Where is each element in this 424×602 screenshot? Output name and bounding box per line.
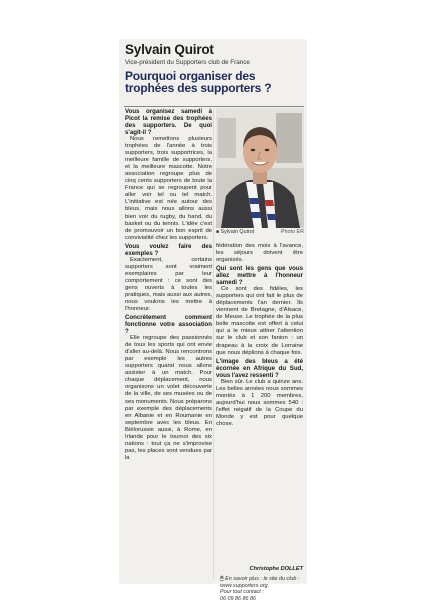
portrait-photo xyxy=(216,108,304,228)
caption-name: Sylvain Quirot xyxy=(220,229,255,235)
article-column-left xyxy=(125,107,212,462)
interview-question: Vous organisez samedi à Picot la remise des trophées des supporters. De quoi s'agit-il ? xyxy=(125,108,212,136)
article-column-right xyxy=(216,243,303,428)
column-gutter xyxy=(213,108,214,578)
interview-answer: Bien sûr. Le club a quinze ans. Les belles années nous sommes montés à 1 200 membres, aujourd'hui nous sommes 540 : l'effet négatif de la Coupe du Monde y est pour quelque chose. xyxy=(216,378,303,427)
interview-answer: Ce sont des fidèles, les supporters qui ont fait le plus de déplacements l'an dernier. Ils viennent de Bretagne, d'Alsace, de Meuse. Le trophée de la plus belle mascotte est offert à celui qui a le mieux attirer l'attention sur le club et son fanion : un drapeau à la croix de Lorraine que nous déplions à chaque fois. xyxy=(216,286,303,356)
interview-question: Qui sont les gens que vous allez mettre à l'honneur samedi ? xyxy=(216,265,303,287)
interview-question: Vous voulez faire des exemples ? xyxy=(125,242,212,257)
interview-question: L'image des bleus a été écornée en Afrique du Sud, vous l'avez ressenti ? xyxy=(216,357,303,379)
photo-credit: Photo ER xyxy=(280,229,304,235)
author-signature: Christophe DOLLET xyxy=(249,566,303,572)
info-website: En savoir plus : le site du club : www.supporters.org. xyxy=(220,576,300,589)
info-box xyxy=(220,576,304,602)
interviewee-role: Vice-président du Supporters club de France xyxy=(125,59,250,66)
photo-caption xyxy=(216,229,304,235)
article-headline: Pourquoi organiser des trophées des supporters ? xyxy=(125,69,272,95)
interview-question: Concrètement comment fonctionne votre association ? xyxy=(125,314,212,336)
info-phone: 06 09 86 86 86 xyxy=(220,595,256,602)
interview-answer: fédération des mois à l'avance, les séjours doivent être organisés. xyxy=(216,243,303,264)
interviewee-name: Sylvain Quirot xyxy=(125,42,214,57)
interview-answer: Exactement, certains supporters sont vraiment exemplaires par leur comportement : ce sont des gens ouverts à toutes les pratiques, mais aussi aux autres, nous voulons les mettre à l'honneur. xyxy=(125,256,212,313)
interview-answer: Nous remettons plusieurs trophées de l'année à trois supporters, trois supportrices, la meilleure famille de supporters, et la meilleure mascotte. Notre association regroupe plus de cinq cents supporters de toute la France qui se regroupent pour aller voir tel ou tel match. L'initiative est née autour des bleus, mais nous allons aussi bien voir du rugby, du hand, du basket ou du tennis. L'idée c'est de promouvoir un bon esprit de convivialité chez les supporters. xyxy=(125,136,212,241)
info-contact-label: Pour tout contact : xyxy=(220,589,264,596)
caption-marker: ■ xyxy=(216,229,220,235)
mouse-icon: 🖱 xyxy=(220,576,224,582)
portrait-illustration xyxy=(216,108,304,228)
interview-answer: Elle regroupe des passionnés de tous les sports qui ont envie d'aller au-delà. Nous rencontrons par exemple les autres supporters quand nous allons assister à un match. Pour chaque déplacement, nous organisons un volet découverte de la ville, de ses musées ou de ses monuments. Nous préparons par exemple des déplacements en Albanie et en Roumanie en septembre avec les bleus. En Biélorussie aussi, à Rome, en Irlande pour le tournoi des six nations : tout ça ne s'improvise pas, les places sont vendues par la xyxy=(125,335,212,461)
